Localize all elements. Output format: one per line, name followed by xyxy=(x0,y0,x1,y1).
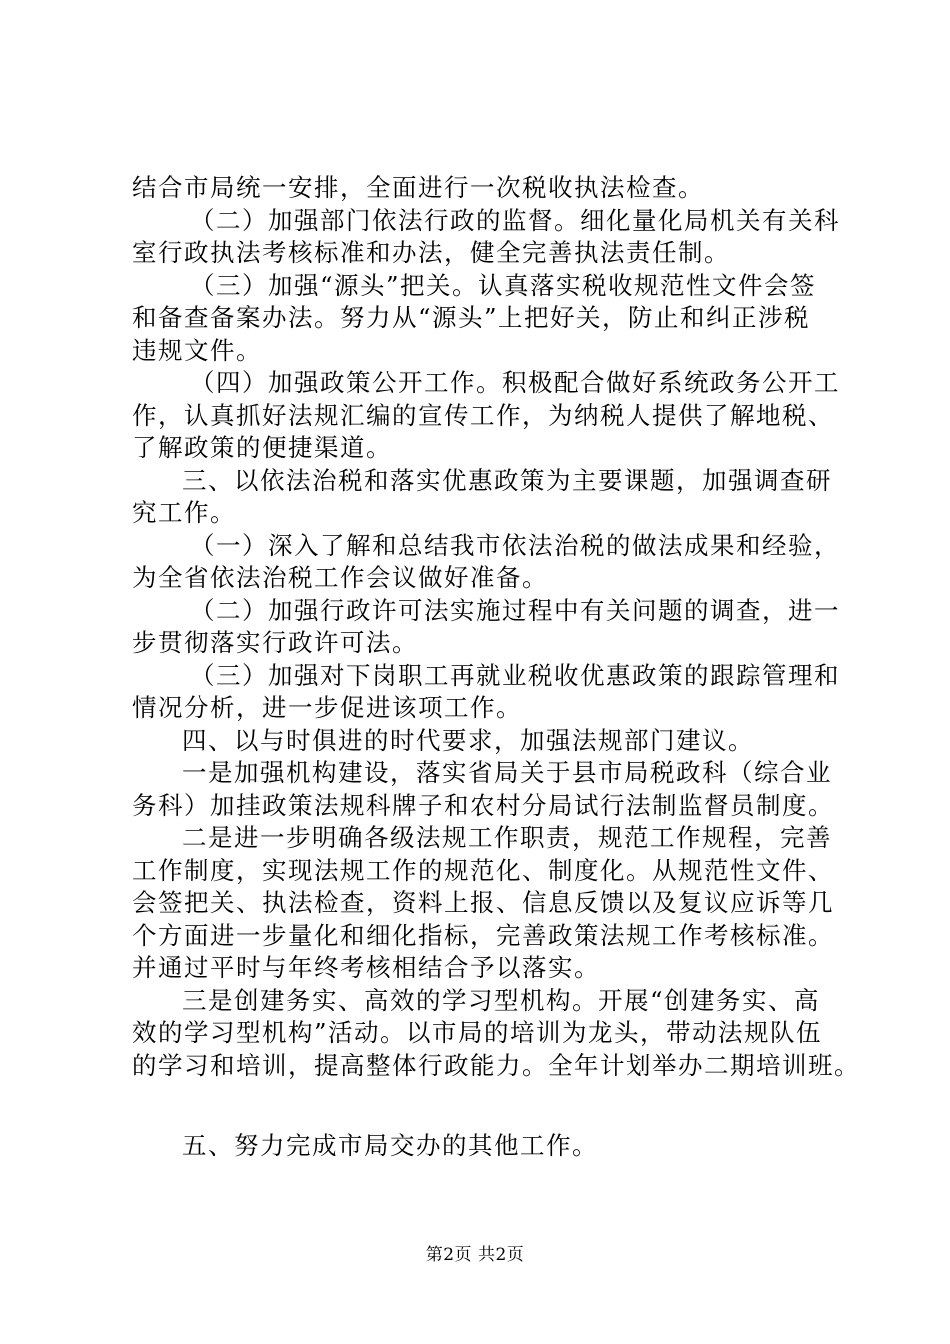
text-line: 情况分析，进一步促进该项工作。 xyxy=(132,693,522,722)
text-line: 务科）加挂政策法规科牌子和农村分局试行法制监督员制度。 xyxy=(132,790,834,820)
text-line: 和备查备案办法。努力从“源头”上把好关，防止和纠正涉税 xyxy=(132,303,811,332)
section-heading-line: 三、以依法治税和落实优惠政策为主要课题，加强调查研 xyxy=(182,465,832,495)
text-line: 工作制度，实现法规工作的规范化、制度化。从规范性文件、 xyxy=(132,855,834,885)
text-line: 作，认真抓好法规汇编的宣传工作，为纳税人提供了解地税、 xyxy=(132,400,834,430)
text-line: 效的学习型机构”活动。以市局的培训为龙头，带动法规队伍 xyxy=(132,1018,823,1047)
paragraph-gap xyxy=(132,1082,834,1130)
text-line: 并通过平时与年终考核相结合予以落实。 xyxy=(132,953,600,982)
text-line: 究工作。 xyxy=(132,498,236,527)
text-line: 个方面进一步量化和细化指标，完善政策法规工作考核标准。 xyxy=(132,920,834,950)
text-line: 步贯彻落实行政许可法。 xyxy=(132,628,418,657)
text-line: 二是进一步明确各级法规工作职责，规范工作规程，完善 xyxy=(182,823,832,852)
text-line: （二）加强部门依法行政的监督。细化量化局机关有关科 xyxy=(190,205,840,235)
text-line: 结合市局统一安排，全面进行一次税收执法检查。 xyxy=(132,173,704,202)
text-line: 室行政执法考核标准和办法，健全完善执法责任制。 xyxy=(132,238,730,267)
page-number-footer: 第2页 共2页 xyxy=(425,1245,525,1265)
text-line: 了解政策的便捷渠道。 xyxy=(132,433,392,462)
text-line: 违规文件。 xyxy=(132,335,262,365)
text-line: 会签把关、执法检查，资料上报、信息反馈以及复议应诉等几 xyxy=(132,888,834,917)
text-line: （三）加强对下岗职工再就业税收优惠政策的跟踪管理和 xyxy=(190,660,840,690)
text-line: （二）加强行政许可法实施过程中有关问题的调查，进一 xyxy=(190,595,840,625)
final-section-heading: 五、努力完成市局交办的其他工作。 xyxy=(182,1131,598,1160)
text-line: 一是加强机构建设，落实省局关于县市局税政科（综合业 xyxy=(182,758,832,787)
text-line: （三）加强“源头”把关。认真落实税收规范性文件会签 xyxy=(190,270,817,300)
text-line: （四）加强政策公开工作。积极配合做好系统政务公开工 xyxy=(190,368,840,397)
text-line: 为全省依法治税工作会议做好准备。 xyxy=(132,563,548,592)
document-body xyxy=(132,172,860,1163)
text-line: 的学习和培训，提高整体行政能力。全年计划举办二期培训班。 xyxy=(132,1050,860,1080)
text-line: 三是创建务实、高效的学习型机构。开展“创建务实、高 xyxy=(182,985,821,1015)
section-heading-line: 四、以与时俱进的时代要求，加强法规部门建议。 xyxy=(182,725,754,755)
text-line: （一）深入了解和总结我市依法治税的做法成果和经验， xyxy=(190,530,840,560)
